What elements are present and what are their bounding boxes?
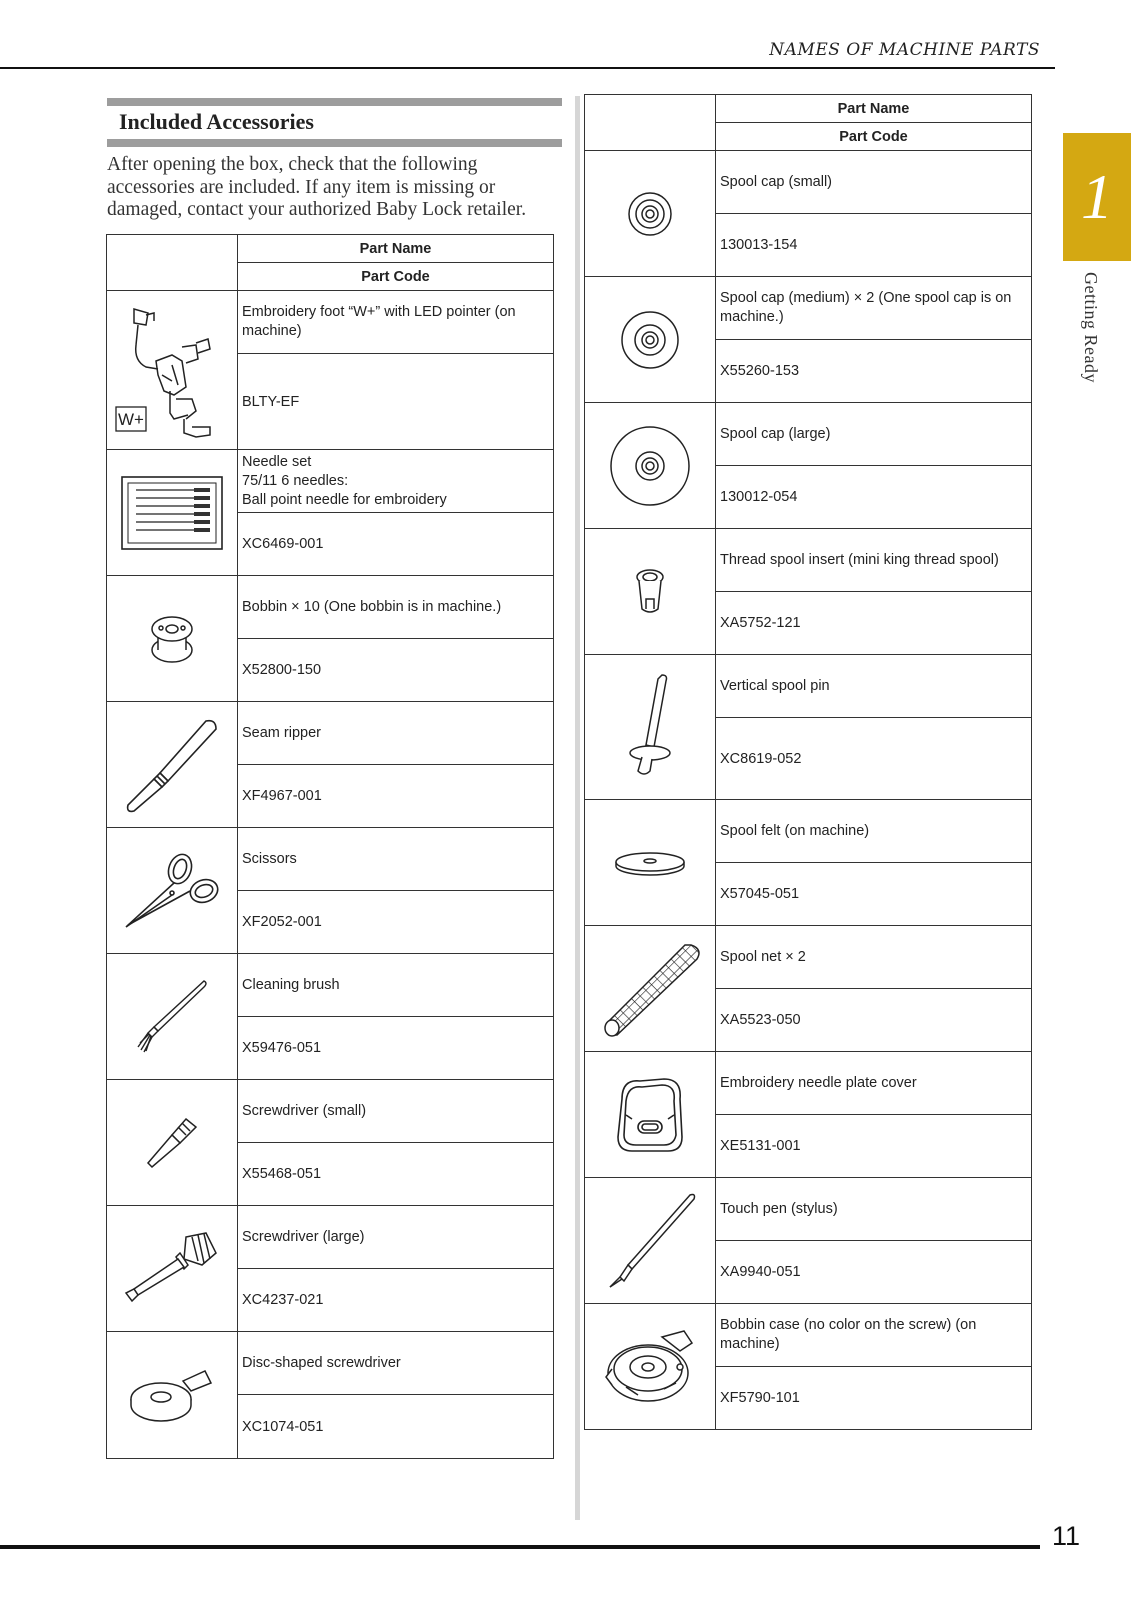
thread-spool-insert-icon xyxy=(632,567,668,617)
part-code-cell: X59476-051 xyxy=(238,1017,554,1080)
chapter-label: Getting Ready xyxy=(1081,272,1101,383)
part-code-cell: X55468-051 xyxy=(238,1143,554,1206)
item-image-cell xyxy=(585,800,716,926)
small-screwdriver-icon xyxy=(142,1113,202,1173)
part-name-cell: Seam ripper xyxy=(238,702,554,765)
part-name-cell: Vertical spool pin xyxy=(716,655,1032,718)
item-image-cell xyxy=(585,655,716,800)
part-code-cell: XF4967-001 xyxy=(238,765,554,828)
item-image-cell xyxy=(107,954,238,1080)
chapter-number: 1 xyxy=(1081,161,1113,232)
page-number: 11 xyxy=(1052,1521,1081,1551)
part-name-cell: Embroidery foot “W+” with LED pointer (on machine) xyxy=(238,291,554,354)
chapter-tab xyxy=(1063,133,1131,261)
header-part-code: Part Code xyxy=(716,123,1032,151)
item-image-cell xyxy=(585,151,716,277)
item-image-cell xyxy=(585,403,716,529)
running-head: NAMES OF MACHINE PARTS xyxy=(769,40,1040,60)
part-name-cell: Spool cap (small) xyxy=(716,151,1032,214)
header-blank-cell xyxy=(585,95,716,151)
item-image-cell xyxy=(107,1332,238,1459)
item-image-cell xyxy=(585,1178,716,1304)
part-name-cell: Bobbin × 10 (One bobbin is in machine.) xyxy=(238,576,554,639)
scissors-icon xyxy=(122,851,222,931)
disc-screwdriver-icon xyxy=(127,1365,217,1425)
header-part-code: Part Code xyxy=(238,263,554,291)
part-code-cell: BLTY-EF xyxy=(238,354,554,450)
item-image-cell xyxy=(107,1080,238,1206)
heading-bar-bottom xyxy=(107,139,562,147)
foot-badge: W+ xyxy=(118,410,144,429)
item-image-cell xyxy=(107,291,238,450)
header-part-name: Part Name xyxy=(238,235,554,263)
heading-bar-top xyxy=(107,98,562,106)
part-name-cell: Bobbin case (no color on the screw) (on machine) xyxy=(716,1304,1032,1367)
part-code-cell: XA5523-050 xyxy=(716,989,1032,1052)
item-image-cell xyxy=(107,828,238,954)
part-name-cell: Disc-shaped screwdriver xyxy=(238,1332,554,1395)
part-name-cell: Cleaning brush xyxy=(238,954,554,1017)
header-rule xyxy=(0,67,1055,69)
embroidery-foot-icon xyxy=(112,295,232,445)
item-image-cell xyxy=(107,702,238,828)
spool-felt-icon xyxy=(612,848,688,878)
part-name-cell: Thread spool insert (mini king thread spool) xyxy=(716,529,1032,592)
footer-rule xyxy=(0,1545,1040,1549)
part-code-cell: 130013-154 xyxy=(716,214,1032,277)
part-name-cell: Embroidery needle plate cover xyxy=(716,1052,1032,1115)
intro-paragraph: After opening the box, check that the following accessories are included. If any item is missing or damaged, contact your authorized Baby Lock retailer. xyxy=(107,154,527,220)
spool-cap-medium-icon xyxy=(618,308,682,372)
part-name-cell: Screwdriver (small) xyxy=(238,1080,554,1143)
part-code-cell: XC8619-052 xyxy=(716,718,1032,800)
large-screwdriver-icon xyxy=(122,1229,222,1309)
part-name-cell: Spool net × 2 xyxy=(716,926,1032,989)
item-image-cell xyxy=(585,529,716,655)
part-code-cell: XC4237-021 xyxy=(238,1269,554,1332)
bobbin-icon xyxy=(147,612,197,666)
part-name-cell: Spool felt (on machine) xyxy=(716,800,1032,863)
item-image-cell xyxy=(585,277,716,403)
part-code-cell: X57045-051 xyxy=(716,863,1032,926)
accessories-table-right xyxy=(584,94,1032,1430)
part-code-cell: 130012-054 xyxy=(716,466,1032,529)
part-name-cell: Touch pen (stylus) xyxy=(716,1178,1032,1241)
header-blank-cell xyxy=(107,235,238,291)
spool-net-icon xyxy=(595,939,705,1039)
part-name-cell: Spool cap (medium) × 2 (One spool cap is on machine.) xyxy=(716,277,1032,340)
part-name-cell: Scissors xyxy=(238,828,554,891)
part-code-cell: XA9940-051 xyxy=(716,1241,1032,1304)
part-code-cell: X52800-150 xyxy=(238,639,554,702)
cleaning-brush-icon xyxy=(132,977,212,1057)
touch-pen-icon xyxy=(600,1191,700,1291)
part-code-cell: XA5752-121 xyxy=(716,592,1032,655)
needle-set-icon xyxy=(120,475,224,551)
spool-cap-small-icon xyxy=(625,189,675,239)
part-name-cell: Screwdriver (large) xyxy=(238,1206,554,1269)
item-image-cell xyxy=(107,576,238,702)
part-code-cell: XC6469-001 xyxy=(238,513,554,576)
part-code-cell: XF5790-101 xyxy=(716,1367,1032,1430)
item-image-cell xyxy=(585,926,716,1052)
item-image-cell xyxy=(107,1206,238,1332)
accessories-table-left xyxy=(106,234,554,1459)
vertical-spool-pin-icon xyxy=(620,671,680,783)
section-heading xyxy=(107,98,562,148)
part-name-cell: Spool cap (large) xyxy=(716,403,1032,466)
column-divider xyxy=(575,96,580,1520)
header-part-name: Part Name xyxy=(716,95,1032,123)
spool-cap-large-icon xyxy=(608,424,692,508)
item-image-cell xyxy=(107,450,238,576)
seam-ripper-icon xyxy=(122,715,222,815)
part-name-cell: Needle set 75/11 6 needles: Ball point needle for embroidery xyxy=(238,450,554,513)
item-image-cell xyxy=(585,1052,716,1178)
part-code-cell: X55260-153 xyxy=(716,340,1032,403)
part-code-cell: XC1074-051 xyxy=(238,1395,554,1459)
needle-plate-cover-icon xyxy=(612,1075,688,1155)
item-image-cell xyxy=(585,1304,716,1430)
part-code-cell: XF2052-001 xyxy=(238,891,554,954)
part-code-cell: XE5131-001 xyxy=(716,1115,1032,1178)
section-title: Included Accessories xyxy=(119,109,314,134)
bobbin-case-icon xyxy=(602,1325,698,1409)
